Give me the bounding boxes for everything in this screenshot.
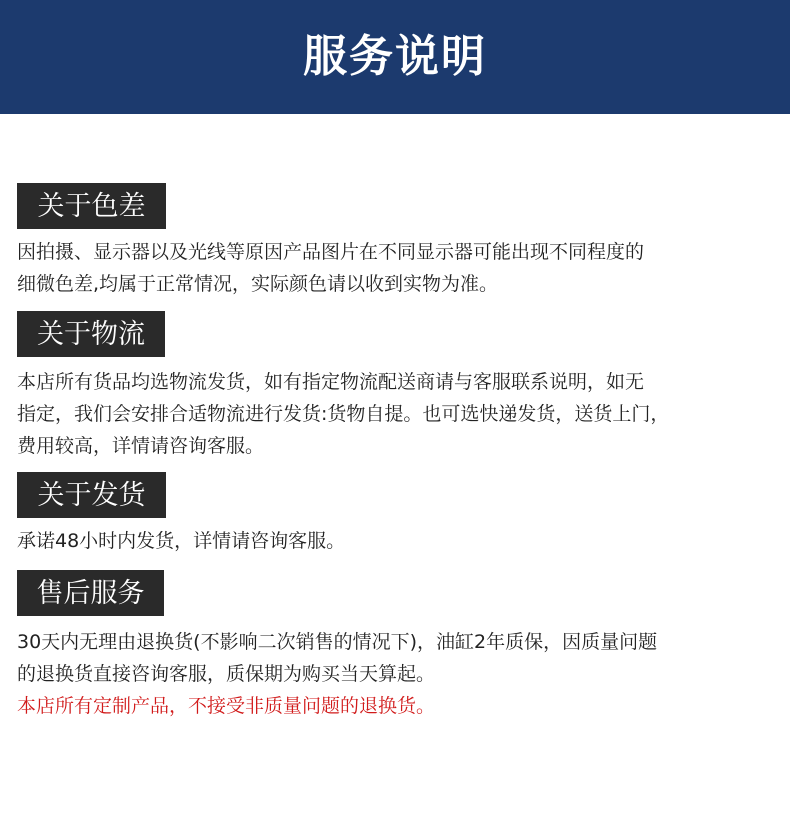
body-line: 费用较高，详情请咨询客服。: [17, 435, 265, 457]
section-heading-after-sales: 售后服务: [17, 570, 164, 616]
body-line: 因拍摄、显示器以及光线等原因产品图片在不同显示器可能出现不同程度的: [17, 241, 645, 263]
custom-product-notice: 本店所有定制产品，不接受非质量问题的退换货。: [17, 695, 436, 717]
section-heading-color-difference: 关于色差: [17, 183, 166, 229]
body-line: 细微色差,均属于正常情况，实际颜色请以收到实物为准。: [17, 273, 499, 295]
section-heading-logistics: 关于物流: [17, 311, 165, 357]
section-body-after-sales: [17, 626, 777, 722]
body-line: 的退换货直接咨询客服，质保期为购买当天算起。: [17, 663, 436, 685]
section-body-color-difference: [17, 236, 777, 300]
body-line: 指定，我们会安排合适物流进行发货:货物自提。也可选快递发货，送货上门，: [17, 403, 670, 425]
body-line: 30天内无理由退换货(不影响二次销售的情况下)，油缸2年质保，因质量问题: [17, 631, 658, 653]
body-line: 本店所有货品均选物流发货，如有指定物流配送商请与客服联系说明，如无: [17, 371, 645, 393]
body-line: 承诺48小时内发货，详情请咨询客服。: [17, 530, 346, 552]
section-body-logistics: [17, 366, 777, 462]
page-header: [0, 0, 790, 114]
section-heading-shipping: 关于发货: [17, 472, 166, 518]
section-body-shipping: [17, 525, 777, 557]
page-title: 服务说明: [303, 31, 487, 82]
